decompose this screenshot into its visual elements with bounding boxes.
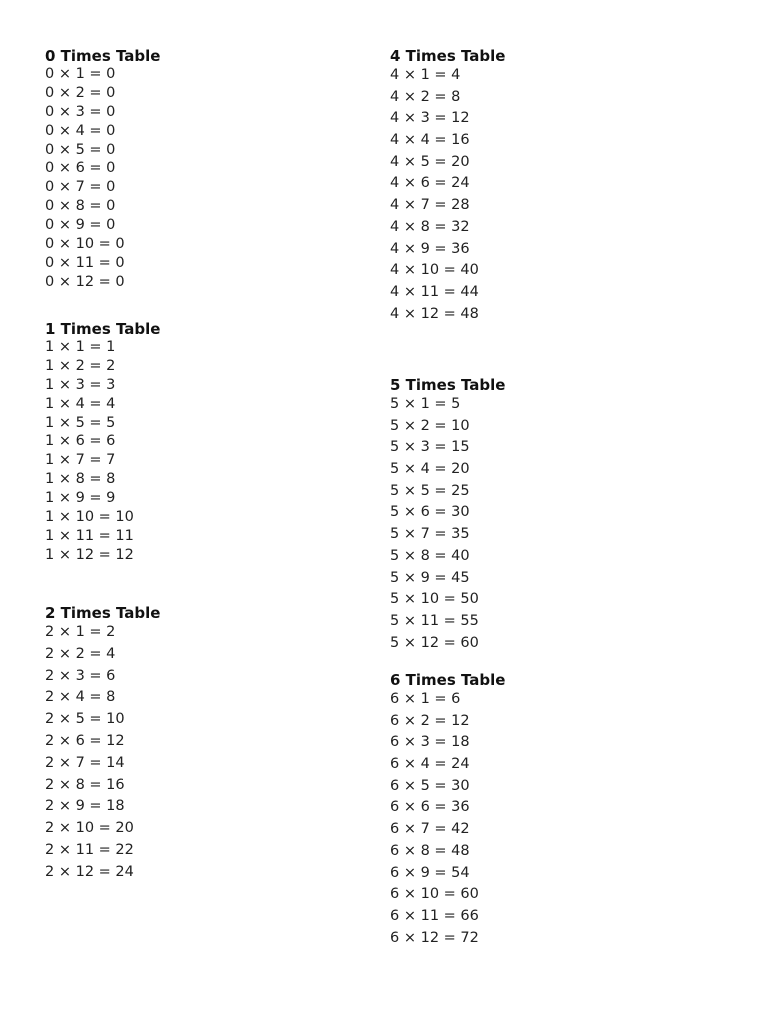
table-line: 5 × 3 = 15 [390,439,470,456]
table-line: 2 × 9 = 18 [45,798,125,815]
table-line: 1 × 6 = 6 [45,433,116,450]
table-line: 4 × 8 = 32 [390,218,470,235]
table-line: 6 × 10 = 60 [390,886,479,903]
table-line: 5 × 2 = 10 [390,417,470,434]
table-line: 5 × 5 = 25 [390,482,470,499]
table-line: 0 × 12 = 0 [45,273,125,290]
table-line: 0 × 11 = 0 [45,254,125,271]
table-line: 2 × 12 = 24 [45,863,134,880]
table-line: 2 × 11 = 22 [45,841,134,858]
times-table-2 [45,604,345,884]
table-line: 5 × 10 = 50 [390,591,479,608]
table-line: 2 × 5 = 10 [45,711,125,728]
table-line: 6 × 9 = 54 [390,864,470,881]
table-line: 4 × 2 = 8 [390,88,461,105]
table-line: 6 × 4 = 24 [390,756,470,773]
table-lines [45,65,345,292]
times-table-1 [45,320,345,565]
table-line: 6 × 1 = 6 [390,691,461,707]
table-line: 6 × 11 = 66 [390,907,479,924]
table-line: 0 × 3 = 0 [45,103,116,120]
table-line: 0 × 5 = 0 [45,141,116,158]
table-title: 0 Times Table [45,47,161,65]
table-line: 0 × 6 = 0 [45,160,116,177]
table-lines [45,622,345,884]
table-title: 6 Times Table [390,671,506,689]
table-line: 0 × 10 = 0 [45,236,125,253]
table-line: 1 × 7 = 7 [45,452,116,469]
table-line: 5 × 11 = 55 [390,612,479,629]
table-line: 5 × 9 = 45 [390,569,470,586]
table-line: 4 × 12 = 48 [390,305,479,322]
table-line: 5 × 4 = 20 [390,461,470,478]
table-title: 2 Times Table [45,604,161,622]
times-table-6 [390,671,690,949]
table-line: 6 × 7 = 42 [390,821,470,838]
table-line: 1 × 9 = 9 [45,490,116,507]
times-table-4 [390,47,690,325]
table-line: 1 × 2 = 2 [45,357,116,374]
table-line: 6 × 12 = 72 [390,929,479,946]
table-line: 0 × 2 = 0 [45,84,116,101]
table-line: 4 × 3 = 12 [390,110,470,127]
table-line: 4 × 4 = 16 [390,132,470,149]
table-line: 6 × 6 = 36 [390,799,470,816]
table-line: 4 × 7 = 28 [390,197,470,214]
table-title: 1 Times Table [45,320,161,338]
table-line: 0 × 9 = 0 [45,217,116,234]
table-line: 0 × 1 = 0 [45,66,116,82]
table-line: 2 × 3 = 6 [45,667,116,684]
table-line: 4 × 6 = 24 [390,175,470,192]
table-line: 1 × 11 = 11 [45,527,134,544]
table-title: 4 Times Table [390,47,506,65]
table-line: 1 × 5 = 5 [45,414,116,431]
table-line: 5 × 6 = 30 [390,504,470,521]
table-line: 2 × 8 = 16 [45,776,125,793]
table-line: 6 × 2 = 12 [390,712,470,729]
table-line: 1 × 8 = 8 [45,471,116,488]
table-line: 6 × 5 = 30 [390,777,470,794]
times-table-0 [45,47,345,292]
table-line: 1 × 3 = 3 [45,376,116,393]
table-lines [45,338,345,565]
table-line: 1 × 1 = 1 [45,339,116,355]
table-line: 5 × 12 = 60 [390,634,479,651]
table-line: 2 × 1 = 2 [45,624,116,640]
table-line: 1 × 10 = 10 [45,509,134,526]
table-lines [390,394,690,654]
table-line: 2 × 7 = 14 [45,754,125,771]
table-line: 4 × 5 = 20 [390,153,470,170]
table-line: 4 × 9 = 36 [390,240,470,257]
table-line: 2 × 6 = 12 [45,732,125,749]
table-line: 4 × 10 = 40 [390,262,479,279]
table-title: 5 Times Table [390,376,506,394]
table-line: 2 × 10 = 20 [45,820,134,837]
table-lines [390,65,690,325]
table-line: 4 × 1 = 4 [390,67,461,83]
table-line: 4 × 11 = 44 [390,283,479,300]
table-line: 0 × 4 = 0 [45,122,116,139]
table-line: 0 × 8 = 0 [45,198,116,215]
table-line: 2 × 2 = 4 [45,645,116,662]
table-line: 2 × 4 = 8 [45,689,116,706]
table-lines [390,689,690,949]
times-table-5 [390,376,690,654]
table-line: 5 × 1 = 5 [390,396,461,412]
table-line: 6 × 3 = 18 [390,734,470,751]
table-line: 5 × 7 = 35 [390,526,470,543]
table-line: 0 × 7 = 0 [45,179,116,196]
table-line: 1 × 12 = 12 [45,546,134,563]
table-line: 6 × 8 = 48 [390,842,470,859]
table-line: 5 × 8 = 40 [390,547,470,564]
table-line: 1 × 4 = 4 [45,395,116,412]
